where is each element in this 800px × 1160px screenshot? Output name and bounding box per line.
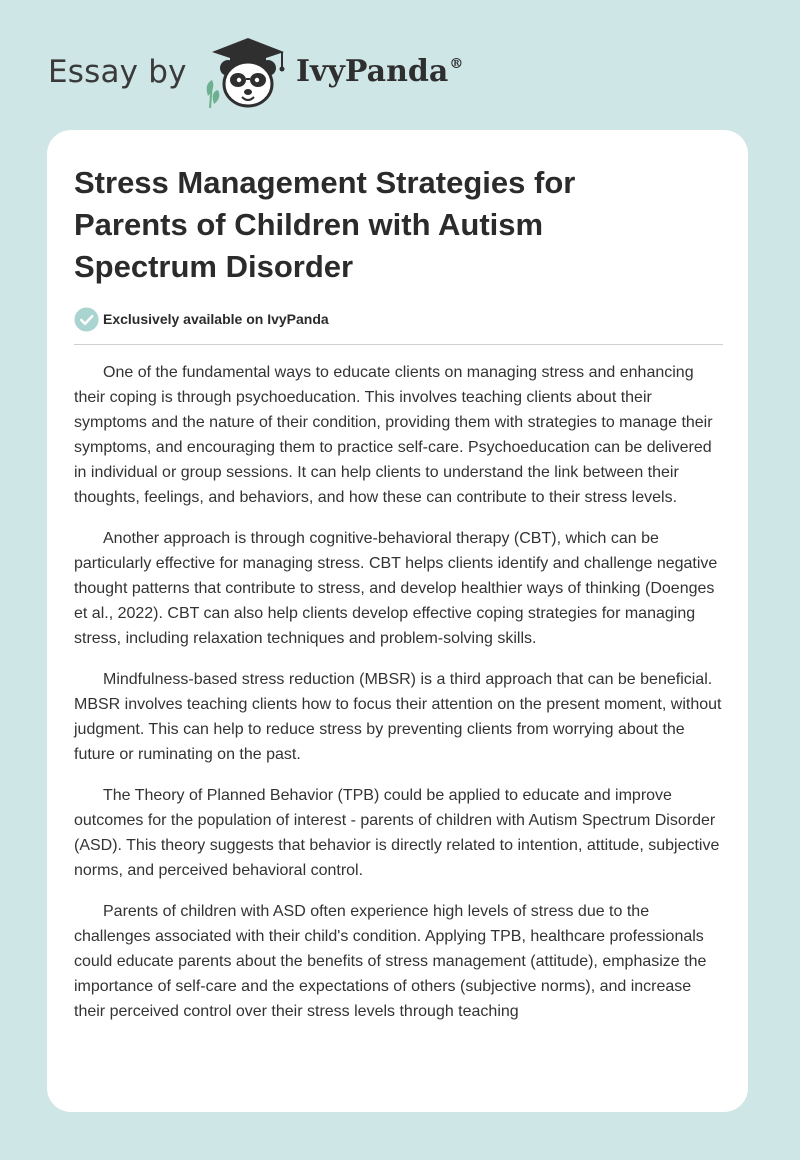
essay-title: Stress Management Strategies for Parents of Children with Autism Spectrum Disorder <box>74 165 576 284</box>
check-circle-icon <box>74 307 99 332</box>
exclusive-badge <box>74 306 329 332</box>
registered-mark: ® <box>449 56 464 72</box>
essay-card <box>47 130 748 1112</box>
paragraph-1: One of the fundamental ways to educate clients on managing stress and enhancing their coping is through psychoeducation. This involves teaching clients about their symptoms and the nature of their condition, providing them with strategies to manage their symptoms, and encouraging them to practice self-care. Psychoeducation can be delivered in individual or group sessions. It can help clients to understand the link between their thoughts, feelings, and behaviors, and how these can contribute to their stress levels. <box>74 364 713 506</box>
brand-text: IvyPanda <box>296 54 449 89</box>
title-divider <box>74 344 723 345</box>
essay-body <box>74 360 726 1040</box>
panda-graduate-icon[interactable] <box>202 34 294 110</box>
site-header <box>48 34 748 114</box>
paragraph-4: The Theory of Planned Behavior (TPB) could be applied to educate and improve outcomes for the population of interest - parents of children with Autism Spectrum Disorder (ASD). This theory suggests that behavior is directly related to intention, attitude, subjective norms, and perceived behavioral control. <box>74 787 720 879</box>
brand-name[interactable] <box>296 54 463 89</box>
paragraph-3: Mindfulness-based stress reduction (MBSR) is a third approach that can be beneficial. MBSR involves teaching clients how to focus their attention on the present moment, without judgment. This can help to reduce stress by preventing clients from worrying about the future or ruminating on the past. <box>74 671 722 763</box>
badge-label: Exclusively available on IvyPanda <box>103 311 329 327</box>
essay-by-label: Essay by <box>48 54 187 90</box>
paragraph-2: Another approach is through cognitive-behavioral therapy (CBT), which can be particularly effective for managing stress. CBT helps clients identify and challenge negative thought patterns that contribute to stress, and develop healthier ways of thinking (Doenges et al., 2022). CBT can also help clients develop effective coping strategies for managing stress, including relaxation techniques and problem-solving skills. <box>74 530 718 647</box>
paragraph-5: Parents of children with ASD often experience high levels of stress due to the challenges associated with their child's condition. Applying TPB, healthcare professionals could educate parents about the benefits of stress management (attitude), emphasize the importance of self-care and the expectations of others (subjective norms), and increase their perceived control over their stress levels through teaching <box>74 903 707 1020</box>
